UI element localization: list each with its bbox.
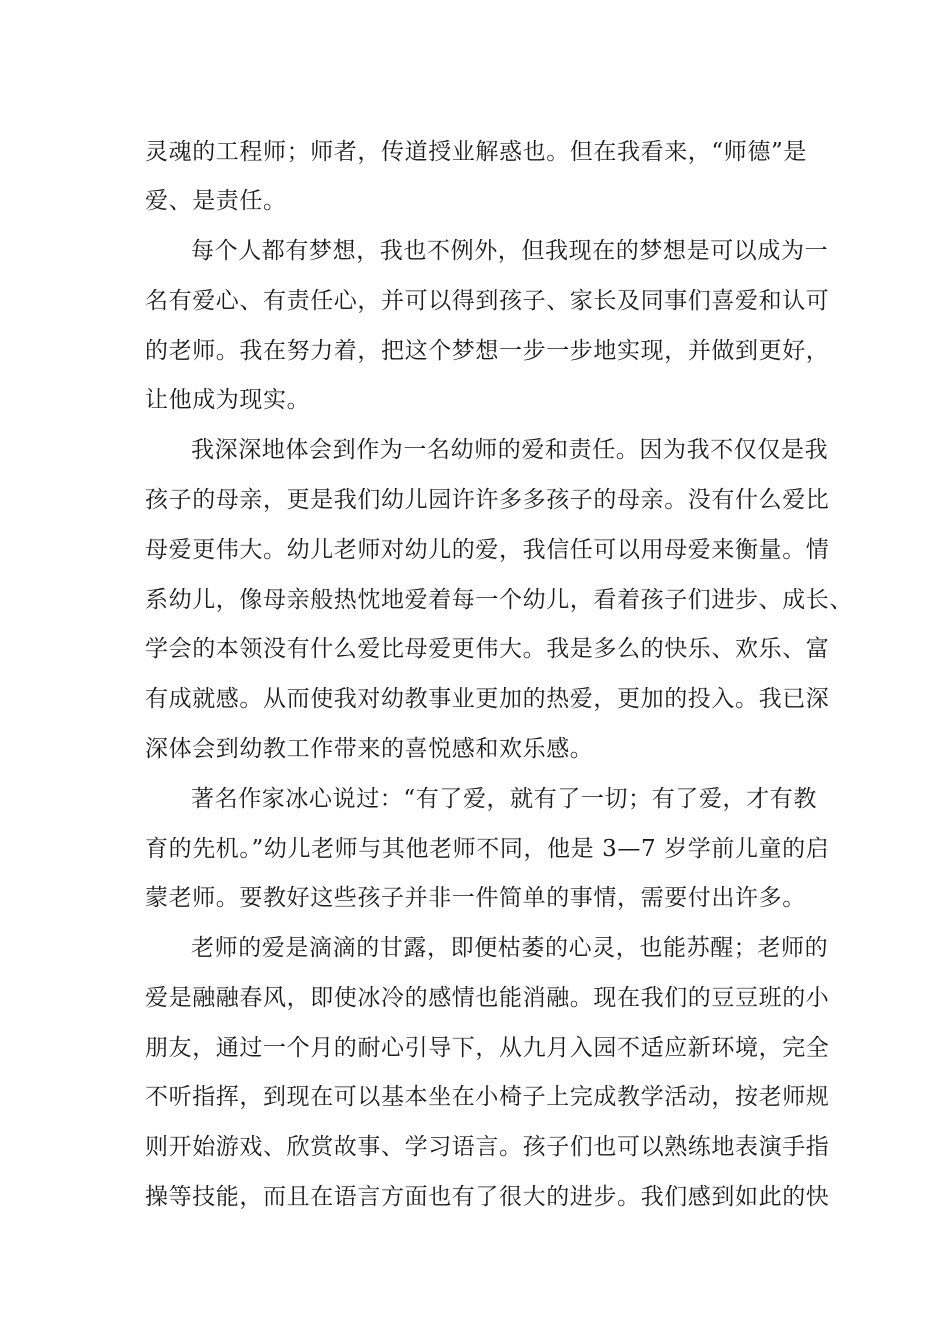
text-line: 不听指挥，到现在可以基本坐在小椅子上完成教学活动，按老师规	[145, 1084, 830, 1110]
text-line: 孩子的母亲，更是我们幼儿园许许多多孩子的母亲。没有什么爱比	[145, 487, 830, 513]
paragraph-first-line: 著名作家冰心说过：“有了爱，就有了一切；有了爱，才有教	[191, 786, 817, 812]
text-line: 名有爱心、有责任心，并可以得到孩子、家长及同事们喜爱和认可	[145, 288, 830, 314]
text-line: 朋友，通过一个月的耐心引导下，从九月入园不适应新环境，完全	[145, 1035, 830, 1061]
paragraph-first-line: 每个人都有梦想，我也不例外，但我现在的梦想是可以成为一	[191, 238, 829, 264]
text-line: 母爱更伟大。幼儿老师对幼儿的爱，我信任可以用母爱来衡量。情	[145, 537, 830, 563]
text-line: 让他成为现实。	[145, 387, 311, 413]
text-line: 系幼儿，像母亲般热忱地爱着每一个幼儿，看着孩子们进步、成长、	[145, 587, 853, 613]
text-line: 育的先机。”幼儿老师与其他老师不同，他是 3—7 岁学前儿童的启	[145, 836, 830, 862]
text-line: 深体会到幼教工作带来的喜悦感和欢乐感。	[145, 736, 594, 762]
text-line: 的老师。我在努力着，把这个梦想一步一步地实现，并做到更好，	[145, 338, 830, 364]
text-line: 则开始游戏、欣赏故事、学习语言。孩子们也可以熟练地表演手指	[145, 1134, 830, 1160]
text-line: 有成就感。从而使我对幼教事业更加的热爱，更加的投入。我已深	[145, 686, 830, 712]
paragraph-first-line: 老师的爱是滴滴的甘露，即便枯萎的心灵，也能苏醒；老师的	[191, 935, 829, 961]
text-line: 灵魂的工程师；师者，传道授业解惑也。但在我看来，“师德”是	[145, 139, 807, 165]
text-line: 学会的本领没有什么爱比母爱更伟大。我是多么的快乐、欢乐、富	[145, 636, 830, 662]
text-line: 蒙老师。要教好这些孩子并非一件简单的事情，需要付出许多。	[145, 885, 806, 911]
paragraph-first-line: 我深深地体会到作为一名幼师的爱和责任。因为我不仅仅是我	[191, 437, 829, 463]
text-line: 爱、是责任。	[145, 188, 287, 214]
text-line: 爱是融融春风，即使冰冷的感情也能消融。现在我们的豆豆班的小	[145, 985, 830, 1011]
text-line: 操等技能，而且在语言方面也有了很大的进步。我们感到如此的快	[145, 1184, 830, 1210]
